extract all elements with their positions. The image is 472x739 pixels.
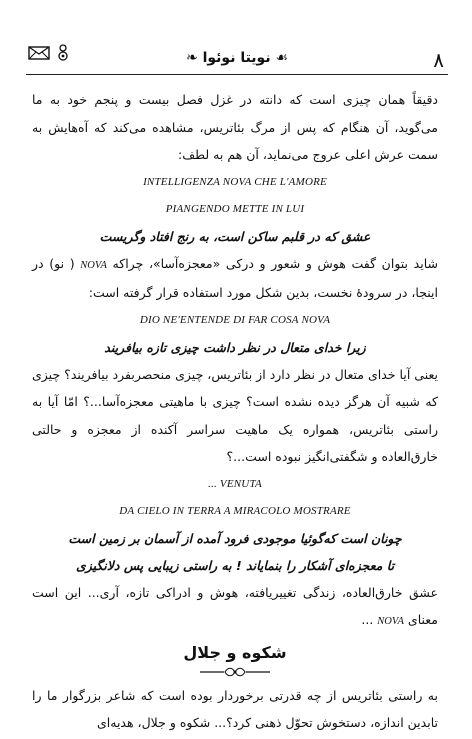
page-header xyxy=(26,44,448,75)
inline-latin-nova-2: NOVA xyxy=(377,616,404,627)
title-ornament-left: ❧ xyxy=(185,50,198,66)
inline-latin-nova: NOVA xyxy=(80,259,107,271)
translation-3: چونان است که‌گوئیا موجودی فرود آمده از آسمان بر زمین است xyxy=(68,530,402,546)
paragraph-5: به راستی بئاتریس از چه قدرتی برخوردار بوده است که شاعر بزرگوار ما را تابدین اندازه، دستخوش تحوّل ذهنی کرد؟... شکوه و جلال، هدیه‌ای xyxy=(32,687,438,730)
translation-2: زیرا خدای متعال در نظر داشت چیزی تازه بیافریند xyxy=(104,339,366,355)
section-divider-ornament xyxy=(32,666,438,678)
paragraph-4-part-b: ... xyxy=(361,612,374,627)
latin-quote-1: INTELLIGENZA NOVA CHE L'AMORE xyxy=(143,175,327,188)
latin-quote-2: PIANGENDO METTE IN LUI xyxy=(165,202,305,215)
latin-quote-4: ... VENUTA xyxy=(208,477,262,490)
latin-quote-3: DIO NE'ENTENDE DI FAR COSA NOVA xyxy=(139,313,331,326)
translation-4: تا معجزه‌ای آشکار را بنمایاند ! به راستی زیبایی پس دلانگیزی xyxy=(75,557,395,573)
paragraph-2-part-a: شاید بتوان گفت هوش و شعور و درکی «معجزه‌آسا»، چراکه xyxy=(112,255,439,271)
paragraph-2 xyxy=(32,250,438,307)
section-title: شکوه و جلال xyxy=(183,642,287,662)
latin-quote-5: DA CIELO IN TERRA A MIRACOLO MOSTRARE xyxy=(119,504,351,517)
paragraph-4 xyxy=(32,579,438,636)
running-title xyxy=(26,50,448,66)
page-body xyxy=(32,86,438,737)
running-title-text: نویتا نوئوا xyxy=(202,50,271,66)
paragraph-4-part-a: عشق خارق‌العاده، زندگی تغییریافته، هوش و ادراکی تازه، آری... این است معنای xyxy=(32,584,438,627)
paragraph-1: دقیقاً همان چیزی است که دانته در غزل فصل بیست و پنجم خود به ما می‌گوید، آن هنگام که پس از مرگ بئاتریس، مشاهده می‌کند که آه‌هایش به سمت عرش اعلی عروج می‌نماید، آن هم به لطف: xyxy=(32,92,438,162)
paragraph-2-part-b: ( نو) در اینجا، در سرودهٔ نخست، بدین شکل مورد استفاده قرار گرفته است: xyxy=(32,255,438,300)
title-ornament-right: ☙ xyxy=(275,50,289,66)
translation-1: عشق که در قلبم ساکن است، به رنج افتاد وگریست xyxy=(99,228,371,244)
page-number: ۸ xyxy=(433,48,444,72)
paragraph-3: یعنی آیا خدای متعال در نظر دارد از بئاتریس، چیزی منحصربفرد بیافریند؟ چیزی که شبیه آن هرگز دیده نشده است؟ چیزی با ماهیتی معجزه‌آسا...؟ امّا آیا به راستی بئاتریس، همواره یک ماهیت سراسر آکنده از معجزه و حالتی خارق‌العاده و شگفتی‌انگیز نبوده است...؟ xyxy=(32,366,438,464)
